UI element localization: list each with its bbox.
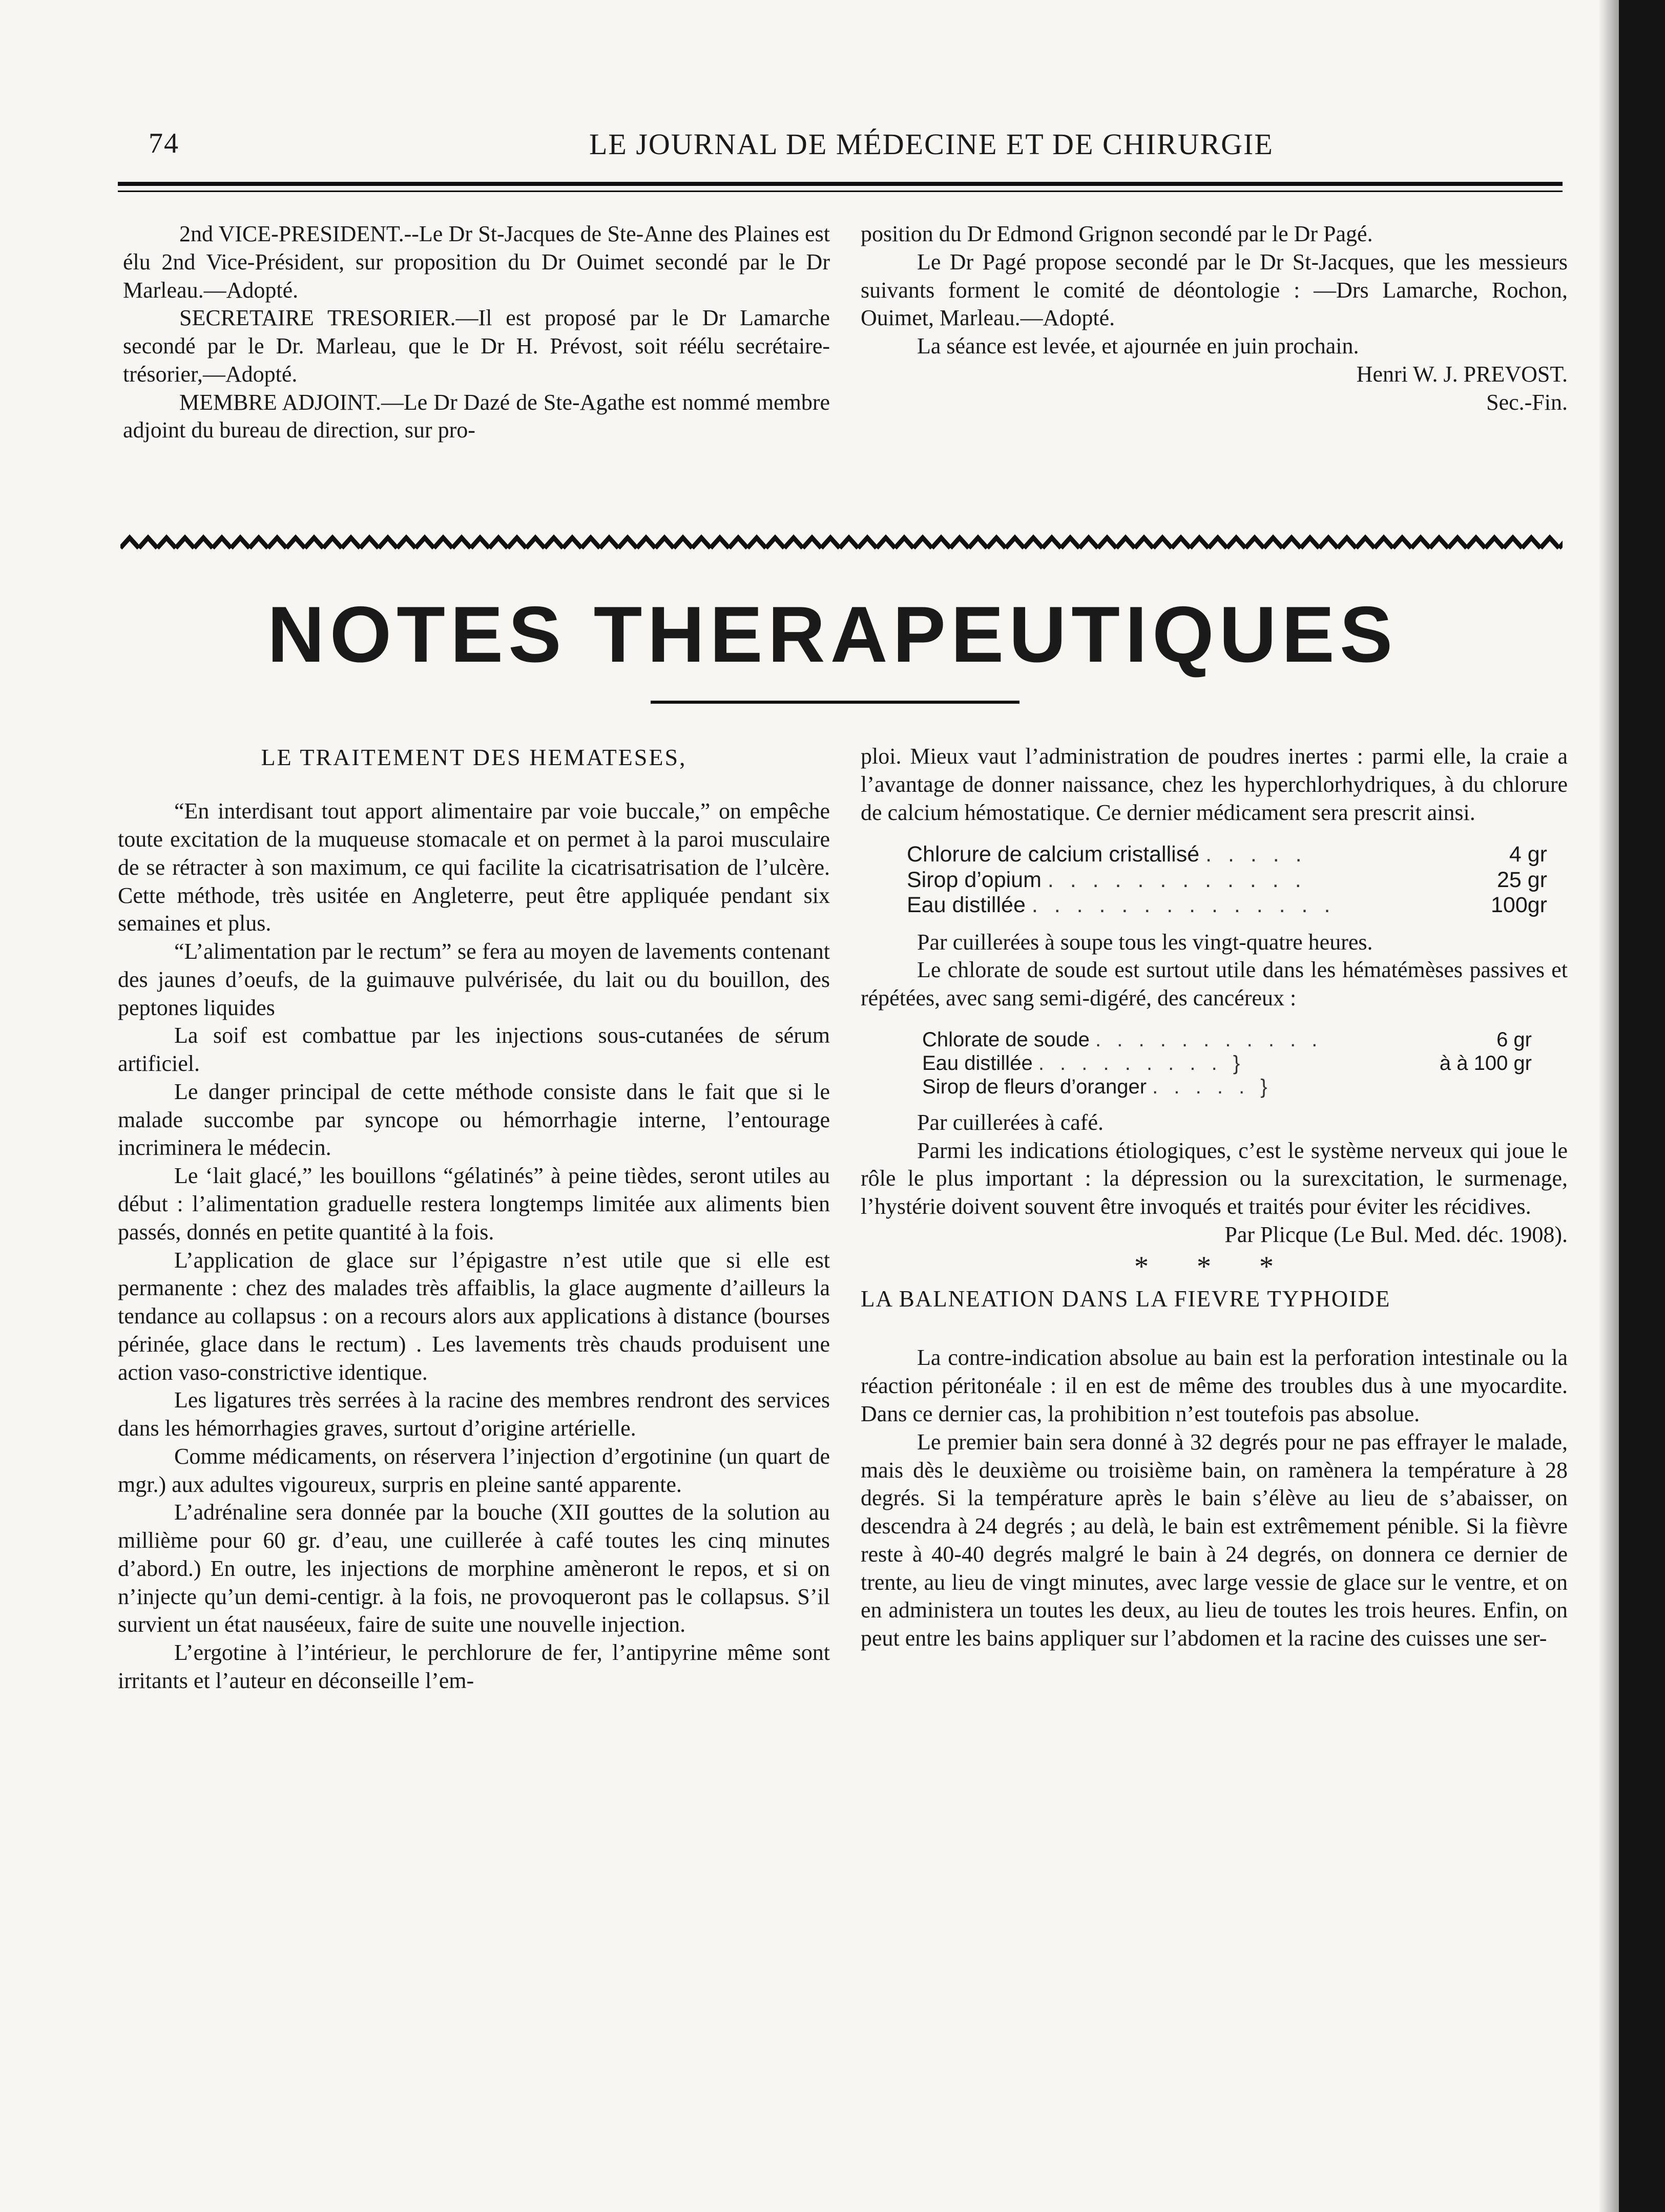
article-paragraph: Par cuillerées à soupe tous les vingt-quatre heures. bbox=[917, 929, 1373, 955]
formula-ingredient: Chlorure de calcium cristallisé . . . . . bbox=[907, 842, 1307, 867]
article-paragraph: Le danger principal de cette méthode consiste dans le fait que si le malade succombe par syncope ou hémorrhagie interne, l’entourage incriminera le médecin. bbox=[118, 1079, 830, 1161]
article-paragraph: Le premier bain sera donné à 32 degrés pour ne pas effrayer le malade, mais dès le deuxième ou troisième bain, on ramènera la température à 28 degrés. Si la température après le bain s’élève au lieu de s’abaisser, on descendra à 24 degrés ; au delà, le bain est extrêmement pénible. Si la fièvre reste à 40-40 degrés malgré le bain à 24 degrés, on donnera ce dernier de trente, au lieu de vingt minutes, avec large vessie de glace sur le ventre, et on en administera un toutes les deux, au lieu de toutes les trois heures. Enfin, on peut entre les bains appliquer sur l’abdomen et la racine des cuisses une ser- bbox=[861, 1429, 1568, 1651]
article-paragraph: L’adrénaline sera donnée par la bouche (XII gouttes de la solution au millième pour 60 gr. d’eau, une cuillerée à café toutes les cinq minutes d’abord.) En outre, les injections de morphine amèneront le repos, et si on n’injecte qu’un demi-centigr. à la fois, ne provoqueront pas le collapsus. S’il survient un état nauséeux, faire de suite une nouvelle injection. bbox=[118, 1500, 830, 1637]
header-rule bbox=[118, 182, 1563, 186]
formula-row bbox=[922, 1051, 1532, 1075]
formula-ingredient: Eau distillée . . . . . . . . . } bbox=[922, 1051, 1245, 1075]
article-paragraph: La soif est combattue par les injections sous-cutanées de sérum artificiel. bbox=[118, 1023, 830, 1077]
formula-row bbox=[922, 1028, 1532, 1051]
article-paragraph: Comme médicaments, on réservera l’injection d’ergotinine (un quart de mgr.) aux adultes vigoureux, surpris en pleine santé apparente. bbox=[118, 1443, 830, 1497]
title-underline bbox=[651, 701, 1019, 704]
article-paragraph: Le chlorate de soude est surtout utile dans les hématémèses passives et répétées, avec sang semi-digéré, des cancéreux : bbox=[861, 957, 1568, 1011]
formula-table bbox=[907, 842, 1547, 918]
formula-table bbox=[922, 1028, 1532, 1099]
formula-row bbox=[907, 893, 1547, 918]
article-paragraph: Par cuillerées à café. bbox=[917, 1109, 1104, 1135]
zigzag-divider bbox=[120, 533, 1563, 553]
article-paragraph: Parmi les indications étiologiques, c’est le système nerveux qui joue le rôle le plus important : la dépression ou la surexcitation, le surmenage, l’hystérie doivent souvent être invoqués et traités pour éviter les récidives. bbox=[861, 1137, 1568, 1219]
minutes-paragraph: Le Dr Pagé propose secondé par le Dr St-Jacques, que les messieurs suivants forment le comité de déontologie : —Drs Lamarche, Rochon, Ouimet, Marleau.—Adopté. bbox=[861, 249, 1568, 331]
minutes-left-column bbox=[123, 220, 830, 445]
article-paragraph: Le ‘lait glacé,” les bouillons “gélatinés” à peine tièdes, seront utiles au début : l’alimentation graduelle restera longtemps limitée aux aliments bien passés, donnés en petite quantité à la fois. bbox=[118, 1163, 830, 1245]
formula-quantity: 4 gr bbox=[1509, 842, 1547, 867]
formula-ingredient: Chlorate de soude . . . . . . . . . . . bbox=[922, 1028, 1323, 1051]
formula-quantity: à à 100 gr bbox=[1439, 1051, 1532, 1075]
minutes-paragraph: 2nd VICE-PRESIDENT.--Le Dr St-Jacques de Ste-Anne des Plaines est élu 2nd Vice-Président, sur proposition du Dr Ouimet secondé par le Dr Marleau.—Adopté. bbox=[123, 221, 830, 303]
article-left-column bbox=[118, 743, 830, 1695]
article-paragraph: “L’alimentation par le rectum” se fera au moyen de lavements contenant des jaunes d’oeufs, de la guimauve pulvérisée, du lait ou du bouillon, des peptones liquides bbox=[118, 939, 830, 1020]
page-number: 74 bbox=[149, 128, 179, 159]
article-source: Par Plicque (Le Bul. Med. déc. 1908). bbox=[1224, 1221, 1568, 1247]
formula-quantity: 100gr bbox=[1491, 893, 1547, 918]
separator-stars: * * * bbox=[1134, 1250, 1294, 1282]
formula-ingredient: Sirop d’opium . . . . . . . . . . . . bbox=[907, 867, 1306, 892]
minutes-paragraph: SECRETAIRE TRESORIER.—Il est proposé par le Dr Lamarche secondé par le Dr. Marleau, que le Dr H. Prévost, soit réélu secrétaire-trésorier,—Adopté. bbox=[123, 305, 830, 387]
article-paragraph: L’application de glace sur l’épigastre n’est utile que si elle est permanente : chez des malades très affaiblis, la glace augmente d’ailleurs la tendance au collapsus : on a recours alors aux applications à distance (bourses périnée, glace dans le rectum) . Les lavements très chauds produisent une action vaso-constrictive identique. bbox=[118, 1247, 830, 1385]
page-binding-edge-shadow bbox=[1598, 0, 1619, 2212]
article-heading: LA BALNEATION DANS LA FIEVRE TYPHOIDE bbox=[861, 1286, 1391, 1312]
section-title: NOTES THERAPEUTIQUES bbox=[267, 590, 1398, 679]
formula-row bbox=[907, 868, 1547, 893]
formula-row bbox=[907, 842, 1547, 867]
journal-title: LE JOURNAL DE MÉDECINE ET DE CHIRURGIE bbox=[589, 128, 1274, 161]
article-paragraph: Les ligatures très serrées à la racine des membres rendront des services dans les hémorrhagies graves, surtout d’origine artérielle. bbox=[118, 1387, 830, 1441]
minutes-paragraph: position du Dr Edmond Grignon secondé par le Dr Pagé. bbox=[861, 221, 1373, 246]
signature-title: Sec.-Fin. bbox=[1486, 389, 1568, 415]
article-paragraph: ploi. Mieux vaut l’administration de poudres inertes : parmi elle, la craie a l’avantage de donner naissance, chez les hyperchlorhydriques, à du chlorure de calcium hémostatique. Ce dernier médicament sera prescrit ainsi. bbox=[861, 744, 1568, 825]
header-rule-thin bbox=[118, 191, 1563, 192]
formula-ingredient: Sirop de fleurs d’oranger . . . . . } bbox=[922, 1075, 1273, 1098]
signature-name: Henri W. J. PREVOST. bbox=[1356, 361, 1568, 387]
article-paragraph: La contre-indication absolue au bain est la perforation intestinale ou la réaction péritonéale : il en est de même des troubles dus à une myocardite. Dans ce dernier cas, la prohibition n’est toutefois pas absolue. bbox=[861, 1345, 1568, 1426]
article-paragraph: “En interdisant tout apport alimentaire par voie buccale,” on empêche toute excitation de la muqueuse stomacale et on permet à la paroi musculaire de se rétracter à son maximum, ce qui facilite la cicatrisatrisation de l’ulcère. Cette méthode, très usitée en Angleterre, peut être appliquée pendant six semaines et plus. bbox=[118, 798, 830, 936]
formula-quantity bbox=[1429, 1075, 1532, 1099]
minutes-paragraph: MEMBRE ADJOINT.—Le Dr Dazé de Ste-Agathe est nommé membre adjoint du bureau de direction, sur pro- bbox=[123, 389, 830, 443]
article-right-column bbox=[861, 743, 1568, 1653]
formula-ingredient: Eau distillée . . . . . . . . . . . . . . bbox=[907, 893, 1336, 918]
formula-quantity: 25 gr bbox=[1496, 867, 1547, 892]
article-paragraph: L’ergotine à l’intérieur, le perchlorure de fer, l’antipyrine même sont irritants et l’auteur en déconseille l’em- bbox=[118, 1640, 830, 1693]
page-binding-edge bbox=[1619, 0, 1665, 2212]
article-heading: LE TRAITEMENT DES HEMATESES, bbox=[261, 744, 687, 770]
formula-quantity: 6 gr bbox=[1496, 1028, 1532, 1051]
minutes-right-column bbox=[861, 220, 1568, 416]
minutes-paragraph: La séance est levée, et ajournée en juin prochain. bbox=[917, 333, 1359, 359]
formula-row bbox=[922, 1075, 1532, 1099]
